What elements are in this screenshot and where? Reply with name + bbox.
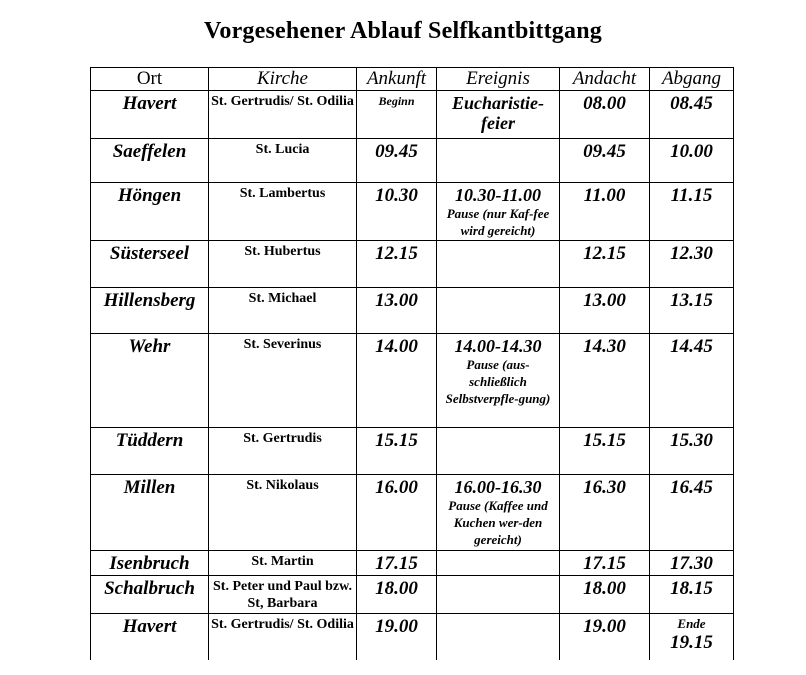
ereignis-text: 16.00-16.30 [454, 477, 542, 497]
header-ort: Ort [91, 68, 209, 91]
cell-andacht: 11.00 [560, 183, 650, 241]
table-row [91, 551, 734, 576]
cell-kirche: St. Nikolaus [209, 475, 357, 551]
ereignis-note: Pause (aus-schließlich Selbstverpfle-gung) [445, 357, 551, 406]
cell-ereignis [437, 91, 560, 139]
cell-ort: Schalbruch [91, 576, 209, 614]
cell-ankunft: 16.00 [357, 475, 437, 551]
cell-kirche: St. Severinus [209, 334, 357, 428]
cell-kirche: St. Peter und Paul bzw. St, Barbara [209, 576, 357, 614]
header-andacht: Andacht [560, 68, 650, 91]
cell-ort: Havert [91, 91, 209, 139]
cell-kirche: St. Martin [209, 551, 357, 576]
cell-ereignis [437, 428, 560, 475]
abgang-time: 16.45 [670, 477, 713, 498]
cell-ort: Höngen [91, 183, 209, 241]
cell-abgang [650, 139, 734, 183]
table-row [91, 614, 734, 660]
abgang-time: 19.15 [670, 632, 713, 653]
cell-ankunft: 12.15 [357, 241, 437, 288]
cell-abgang [650, 614, 734, 660]
cell-kirche: St. Michael [209, 288, 357, 334]
abgang-time: 10.00 [670, 141, 713, 162]
cell-ort: Saeffelen [91, 139, 209, 183]
cell-ankunft: 18.00 [357, 576, 437, 614]
cell-abgang [650, 91, 734, 139]
cell-andacht: 12.15 [560, 241, 650, 288]
cell-ankunft: Beginn [357, 91, 437, 139]
table-row [91, 91, 734, 139]
cell-abgang [650, 551, 734, 576]
ereignis-text: 10.30-11.00 [454, 185, 541, 205]
cell-andacht: 13.00 [560, 288, 650, 334]
ereignis-note: Pause (Kaffee und Kuchen wer-den gereicht) [448, 498, 548, 547]
table-row [91, 288, 734, 334]
cell-ort: Havert [91, 614, 209, 660]
page-title: Vorgesehener Ablauf Selfkantbittgang [204, 18, 602, 44]
ereignis-text: Eucharistie-feier [451, 93, 544, 133]
cell-ereignis [437, 183, 560, 241]
cell-kirche: St. Hubertus [209, 241, 357, 288]
cell-ort: Isenbruch [91, 551, 209, 576]
cell-andacht: 17.15 [560, 551, 650, 576]
cell-ereignis [437, 475, 560, 551]
header-kirche: Kirche [209, 68, 357, 91]
cell-ort: Tüddern [91, 428, 209, 475]
cell-ort: Hillensberg [91, 288, 209, 334]
header-ankunft: Ankunft [357, 68, 437, 91]
abgang-time: 13.15 [670, 290, 713, 311]
ereignis-note: Pause (nur Kaf-fee wird gereicht) [446, 206, 550, 238]
cell-abgang [650, 475, 734, 551]
cell-ereignis [437, 614, 560, 660]
cell-abgang [650, 288, 734, 334]
cell-ankunft: 19.00 [357, 614, 437, 660]
cell-abgang [650, 241, 734, 288]
cell-kirche: St. Lucia [209, 139, 357, 183]
cell-andacht: 19.00 [560, 614, 650, 660]
cell-ankunft: 13.00 [357, 288, 437, 334]
abgang-time: 08.45 [670, 93, 713, 114]
table-row [91, 334, 734, 428]
cell-ereignis [437, 334, 560, 428]
abgang-time: 15.30 [670, 430, 713, 451]
ereignis-text: 14.00-14.30 [454, 336, 542, 356]
cell-ankunft: 14.00 [357, 334, 437, 428]
table-row [91, 183, 734, 241]
cell-ankunft: 15.15 [357, 428, 437, 475]
cell-ort: Wehr [91, 334, 209, 428]
cell-abgang [650, 576, 734, 614]
cell-ereignis [437, 551, 560, 576]
cell-abgang [650, 334, 734, 428]
cell-ankunft: 10.30 [357, 183, 437, 241]
cell-ort: Süsterseel [91, 241, 209, 288]
cell-ereignis [437, 139, 560, 183]
header-abgang: Abgang [650, 68, 734, 91]
abgang-time: 14.45 [670, 336, 713, 357]
cell-andacht: 09.45 [560, 139, 650, 183]
table-row [91, 241, 734, 288]
cell-ort: Millen [91, 475, 209, 551]
cell-kirche: St. Gertrudis/ St. Odilia [209, 91, 357, 139]
cell-abgang [650, 428, 734, 475]
cell-ankunft: 17.15 [357, 551, 437, 576]
cell-ereignis [437, 241, 560, 288]
table-row [91, 475, 734, 551]
cell-andacht: 18.00 [560, 576, 650, 614]
cell-andacht: 15.15 [560, 428, 650, 475]
abgang-time: 11.15 [670, 185, 713, 206]
table-body [91, 91, 734, 660]
abgang-time: 17.30 [670, 553, 713, 574]
cell-ereignis [437, 288, 560, 334]
cell-kirche: St. Lambertus [209, 183, 357, 241]
cell-kirche: St. Gertrudis [209, 428, 357, 475]
table-header-row [91, 68, 734, 91]
abgang-time: 18.15 [670, 578, 713, 599]
cell-andacht: 14.30 [560, 334, 650, 428]
cell-andacht: 16.30 [560, 475, 650, 551]
cell-ereignis [437, 576, 560, 614]
cell-andacht: 08.00 [560, 91, 650, 139]
cell-abgang [650, 183, 734, 241]
header-ereignis: Ereignis [437, 68, 560, 91]
abgang-time: 12.30 [670, 243, 713, 264]
table-row [91, 576, 734, 614]
schedule-table [90, 67, 734, 660]
table-row [91, 428, 734, 475]
table-row [91, 139, 734, 183]
cell-ankunft: 09.45 [357, 139, 437, 183]
abgang-note: Ende [677, 616, 706, 631]
cell-kirche: St. Gertrudis/ St. Odilia [209, 614, 357, 660]
